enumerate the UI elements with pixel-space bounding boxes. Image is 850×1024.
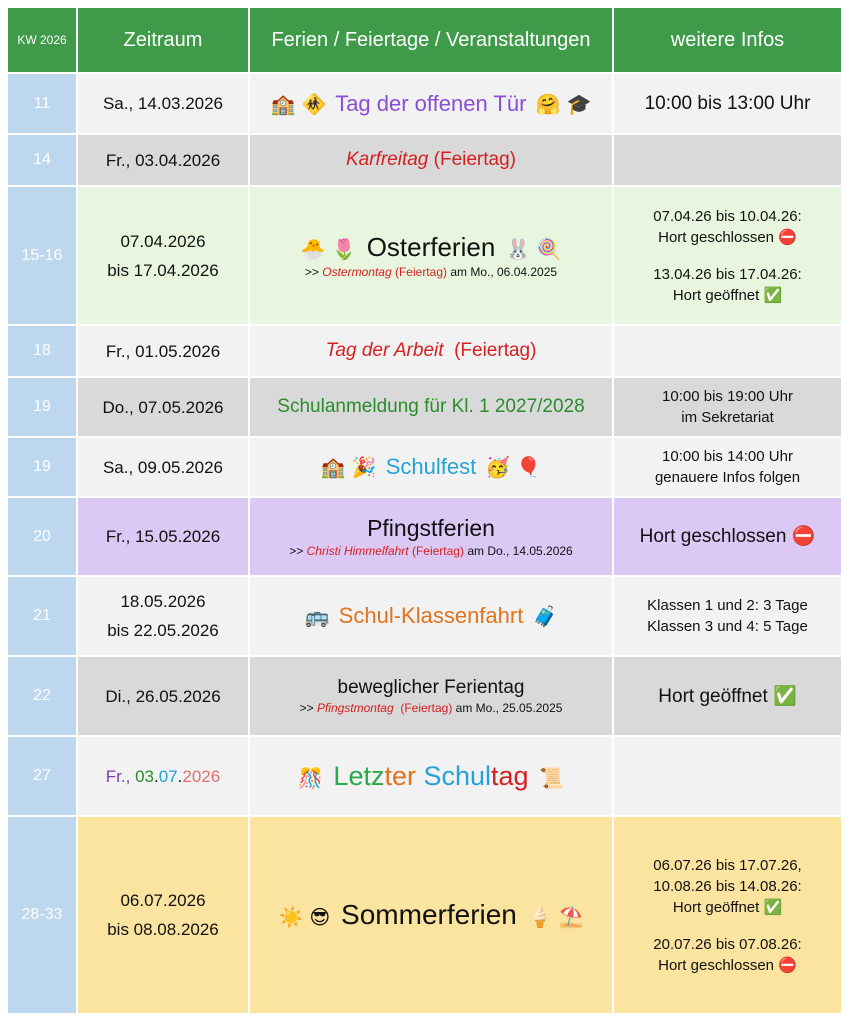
info-cell: Hort geöffnet ✅ [658,685,797,707]
date-from: 07.04.2026 [120,231,206,251]
table-row [8,187,841,326]
scroll-icon: 📜 [539,765,564,790]
info-cell: 10:00 bis 13:00 Uhr [644,93,811,114]
event-cell [250,737,614,815]
header-zeitraum: Zeitraum [78,8,250,72]
date-cell: Do., 07.05.2026 [78,378,250,436]
info-line: 06.07.26 bis 17.07.26, [653,856,802,874]
luggage-icon: 🧳 [532,604,558,628]
date-part: 2026 [182,766,221,786]
event-subline [305,265,557,279]
sub-prefix: >> [299,701,317,715]
date-cell: Sa., 09.05.2026 [78,438,250,496]
balloon-icon: 🎈 [516,455,542,479]
table-row [8,326,841,378]
sub-prefix: >> [304,265,323,279]
kw-cell: 18 [8,326,78,376]
table-row [8,577,841,657]
info-line: Hort geöffnet ✅ [672,898,783,916]
ice-cream-icon: 🍦 [527,905,553,929]
sub-feiertag: (Feiertag) [391,265,447,279]
sub-feiertag: (Feiertag) [408,544,464,558]
info-line: Hort geöffnet ✅ [672,286,783,304]
date-part: . [153,766,159,786]
date-cell [78,187,250,324]
event-cell [250,577,614,655]
event-title: Schulfest [385,454,477,479]
info-cell [614,737,841,815]
info-cell [614,438,841,496]
beach-umbrella-icon: ⛱️ [558,905,584,929]
table-row [8,135,841,187]
info-cell [614,378,841,436]
event-cell [250,74,614,133]
date-cell: Fr., 01.05.2026 [78,326,250,376]
info-cell [614,326,841,376]
header-kw: KW 2026 [8,8,78,72]
info-line: 20.07.26 bis 07.08.26: [653,935,802,953]
kw-cell: 28-33 [8,817,78,1013]
date-cell [78,577,250,655]
event-cell [250,657,614,735]
sub-suffix: am Do., 14.05.2026 [463,544,573,558]
rabbit-icon: 🐰 [505,237,531,261]
date-cell: Fr., 03.04.2026 [78,135,250,185]
info-line: Klassen 3 und 4: 5 Tage [647,618,808,635]
table-row [8,498,841,577]
info-cell [614,135,841,185]
holiday-name: Karfreitag [345,149,429,170]
event-title: Schul-Klassenfahrt [338,603,524,628]
event-title: Osterferien [366,232,496,262]
sub-suffix: am Mo., 06.04.2025 [447,265,558,279]
event-title: Tag der offenen Tür [335,90,527,116]
date-cell: Di., 26.05.2026 [78,657,250,735]
hugging-face-icon: 🤗 [535,91,561,116]
kw-cell: 11 [8,74,78,133]
table-row [8,737,841,817]
table-row [8,378,841,438]
info-line: Hort geschlossen ⛔ [658,228,797,246]
calendar-table [8,8,841,1013]
tulip-icon: 🌷 [331,237,357,261]
hatching-chick-icon: 🐣 [300,237,326,261]
holiday-suffix: (Feiertag) [428,149,516,170]
header-ferien: Ferien / Feiertage / Veranstaltungen [250,8,614,72]
title-part: tag [491,760,529,791]
event-title-line [268,91,595,117]
holiday-name: Tag der Arbeit [325,340,444,361]
date-from: 18.05.2026 [120,592,206,611]
title-part: ter [384,760,424,791]
sunglasses-face-icon: 😎 [309,905,331,929]
info-line: 10:00 bis 19:00 Uhr [662,388,793,405]
date-to: bis 17.04.2026 [107,260,219,280]
info-line: Hort geschlossen ⛔ [658,956,797,974]
kw-cell: 21 [8,577,78,655]
event-subline [300,701,563,715]
info-cell [614,817,841,1013]
event-cell [250,326,614,376]
confetti-ball-icon: 🎊 [298,765,323,790]
date-cell: Fr., 15.05.2026 [78,498,250,575]
info-cell: Hort geschlossen ⛔ [639,526,816,547]
info-cell [614,187,841,324]
sub-holiday: Christi Himmelfahrt [306,544,409,558]
sub-prefix: >> [289,544,307,558]
info-line: genauere Infos folgen [654,469,801,486]
table-row [8,657,841,737]
party-popper-icon: 🎉 [351,455,377,479]
event-cell [250,187,614,324]
date-part: . [177,766,183,786]
kw-cell: 15-16 [8,187,78,324]
table-row [8,817,841,1013]
info-cell [614,577,841,655]
school-icon: 🏫 [270,91,296,116]
graduation-cap-icon: 🎓 [566,91,592,116]
date-cell [78,737,250,815]
kw-cell: 27 [8,737,78,815]
date-part: 03 [135,766,154,786]
info-line: im Sekretariat [681,409,774,426]
lollipop-icon: 🍭 [536,237,562,261]
sub-holiday: Ostermontag [322,265,392,279]
event-cell [250,817,614,1013]
info-line: 10.08.26 bis 14.08.26: [653,877,802,895]
title-part: Schul [423,760,492,791]
kw-cell: 19 [8,438,78,496]
date-from: 06.07.2026 [120,891,206,910]
event-cell [250,438,614,496]
sub-suffix: am Mo., 25.05.2025 [452,701,563,715]
partying-face-icon: 🥳 [485,455,511,479]
event-cell [250,378,614,436]
date-part: Fr., [105,766,136,786]
info-line: 10:00 bis 14:00 Uhr [662,448,793,465]
header-infos: weitere Infos [614,8,841,72]
table-row [8,74,841,135]
event-cell [250,135,614,185]
sub-feiertag: (Feiertag) [393,701,453,715]
date-cell [78,817,250,1013]
sun-icon: ☀️ [278,905,304,929]
event-title: Schulanmeldung für Kl. 1 2027/2028 [277,396,585,417]
date-part: 07 [158,766,178,786]
event-title: Pfingstferien [367,515,495,541]
date-cell: Sa., 14.03.2026 [78,74,250,133]
kw-cell: 19 [8,378,78,436]
event-title: beweglicher Ferientag [337,677,525,698]
title-part: Letz [333,760,385,791]
kw-cell: 22 [8,657,78,735]
info-line: 07.04.26 bis 10.04.26: [653,207,802,225]
event-cell [250,498,614,575]
bus-icon: 🚌 [304,604,330,628]
event-subline [289,544,572,558]
date-to: bis 22.05.2026 [107,621,219,640]
table-row [8,438,841,498]
school-icon: 🏫 [320,455,346,479]
info-line: 13.04.26 bis 17.04.26: [653,265,802,283]
holiday-suffix: (Feiertag) [443,340,537,361]
sub-holiday: Pfingstmontag [316,701,394,715]
children-crossing-icon: 🚸 [301,91,327,116]
kw-cell: 14 [8,135,78,185]
kw-cell: 20 [8,498,78,575]
header-row [8,8,841,74]
date-to: bis 08.08.2026 [107,920,219,939]
event-title: Sommerferien [341,899,517,930]
info-line: Klassen 1 und 2: 3 Tage [647,597,808,614]
